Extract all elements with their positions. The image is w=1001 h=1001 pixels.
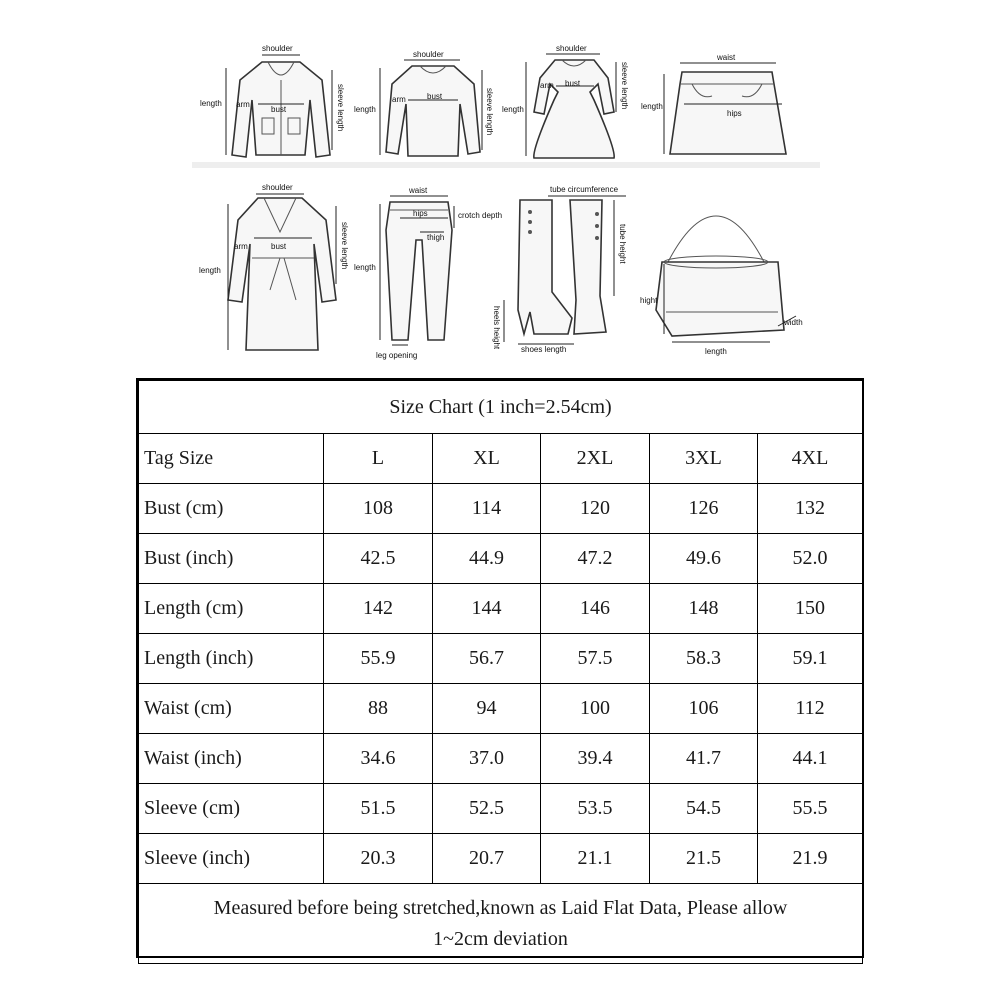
table-cell: 56.7 — [433, 634, 541, 684]
table-cell: 49.6 — [650, 534, 758, 584]
row-label: Bust (inch) — [139, 534, 324, 584]
bag-hight-label: hight — [640, 296, 658, 305]
jacket-sleeve-label: sleeve length — [336, 84, 345, 132]
table-cell: 108 — [324, 484, 433, 534]
footnote-line-2: 1~2cm deviation — [433, 927, 568, 950]
table-cell: 34.6 — [324, 734, 433, 784]
jacket-shoulder-label: shoulder — [262, 44, 293, 53]
table-cell: 51.5 — [324, 784, 433, 834]
dress-sleeve-label: sleeve length — [620, 62, 629, 110]
table-cell: 53.5 — [541, 784, 650, 834]
table-row — [139, 534, 863, 584]
table-cell: 39.4 — [541, 734, 650, 784]
table-cell: 52.5 — [433, 784, 541, 834]
sweater-arm-label: arm — [392, 95, 406, 104]
boots-diagram — [492, 185, 627, 354]
table-cell: 44.1 — [758, 734, 863, 784]
pants-leg-opening-label: leg opening — [376, 351, 418, 360]
size-header: 4XL — [758, 434, 863, 484]
size-chart-table — [138, 380, 863, 964]
sweater-length-label: length — [354, 105, 376, 114]
dress-diagram — [502, 44, 629, 158]
dress-shoulder-label: shoulder — [556, 44, 587, 53]
pants-waist-label: waist — [409, 186, 428, 195]
table-cell: 142 — [324, 584, 433, 634]
table-cell: 100 — [541, 684, 650, 734]
table-cell: 88 — [324, 684, 433, 734]
row-label: Sleeve (inch) — [139, 834, 324, 884]
table-cell: 21.9 — [758, 834, 863, 884]
size-header: L — [324, 434, 433, 484]
sweater-bust-label: bust — [427, 92, 443, 101]
table-row — [139, 584, 863, 634]
dress-length-label: length — [502, 105, 524, 114]
bag-width-label: width — [784, 318, 803, 327]
table-cell: 114 — [433, 484, 541, 534]
table-cell: 148 — [650, 584, 758, 634]
boots-shoes-length-label: shoes length — [521, 345, 567, 354]
sweater-shoulder-label: shoulder — [413, 50, 444, 59]
tag-size-header: Tag Size — [139, 434, 324, 484]
table-cell: 52.0 — [758, 534, 863, 584]
coat-diagram — [199, 183, 349, 350]
skirt-diagram — [641, 53, 786, 154]
table-cell: 47.2 — [541, 534, 650, 584]
size-header: 2XL — [541, 434, 650, 484]
table-row — [139, 684, 863, 734]
jacket-bust-label: bust — [271, 105, 287, 114]
coat-length-label: length — [199, 266, 221, 275]
size-header: XL — [433, 434, 541, 484]
table-row — [139, 784, 863, 834]
row-label: Sleeve (cm) — [139, 784, 324, 834]
coat-bust-label: bust — [271, 242, 287, 251]
table-cell: 120 — [541, 484, 650, 534]
pants-hips-label: hips — [413, 209, 428, 218]
boots-tube-circ-label: tube circumference — [550, 185, 619, 194]
dress-bust-label: bust — [565, 79, 581, 88]
table-cell: 132 — [758, 484, 863, 534]
garment-diagrams — [0, 0, 1001, 370]
footnote-line-1: Measured before being stretched,known as Laid Flat Data, Please allow — [213, 896, 788, 919]
skirt-length-label: length — [641, 102, 663, 111]
table-cell: 59.1 — [758, 634, 863, 684]
footnote — [139, 884, 863, 964]
table-cell: 57.5 — [541, 634, 650, 684]
coat-arm-label: arm — [234, 242, 248, 251]
pants-diagram — [354, 186, 502, 360]
skirt-waist-label: waist — [717, 53, 736, 62]
table-cell: 42.5 — [324, 534, 433, 584]
table-cell: 21.1 — [541, 834, 650, 884]
table-row — [139, 734, 863, 784]
table-cell: 55.9 — [324, 634, 433, 684]
table-cell: 94 — [433, 684, 541, 734]
table-cell: 126 — [650, 484, 758, 534]
table-cell: 112 — [758, 684, 863, 734]
sweater-diagram — [354, 50, 494, 156]
bag-length-label: length — [705, 347, 727, 356]
coat-shoulder-label: shoulder — [262, 183, 293, 192]
dress-arm-label: arm — [540, 81, 554, 90]
table-row — [139, 634, 863, 684]
measurement-illustrations — [0, 0, 1001, 370]
table-cell: 144 — [433, 584, 541, 634]
row-label: Waist (inch) — [139, 734, 324, 784]
table-cell: 21.5 — [650, 834, 758, 884]
table-row — [139, 834, 863, 884]
row-label: Length (inch) — [139, 634, 324, 684]
sweater-sleeve-label: sleeve length — [485, 88, 494, 136]
row-label: Bust (cm) — [139, 484, 324, 534]
boots-heels-label: heels height — [492, 306, 501, 350]
table-cell: 106 — [650, 684, 758, 734]
table-cell: 20.3 — [324, 834, 433, 884]
pants-thigh-label: thigh — [427, 233, 445, 242]
table-cell: 58.3 — [650, 634, 758, 684]
table-cell: 55.5 — [758, 784, 863, 834]
bag-diagram — [640, 216, 803, 356]
table-cell: 54.5 — [650, 784, 758, 834]
table-cell: 41.7 — [650, 734, 758, 784]
table-cell: 146 — [541, 584, 650, 634]
pants-length-label: length — [354, 263, 376, 272]
table-cell: 37.0 — [433, 734, 541, 784]
header-row — [139, 434, 863, 484]
pants-crotch-label: crotch depth — [458, 211, 503, 220]
jacket-diagram — [200, 44, 345, 157]
size-header: 3XL — [650, 434, 758, 484]
size-chart — [136, 378, 864, 958]
skirt-hips-label: hips — [727, 109, 742, 118]
jacket-arm-label: arm — [236, 100, 250, 109]
divider-band — [192, 162, 820, 168]
table-cell: 20.7 — [433, 834, 541, 884]
jacket-length-label: length — [200, 99, 222, 108]
table-cell: 150 — [758, 584, 863, 634]
table-row — [139, 484, 863, 534]
row-label: Length (cm) — [139, 584, 324, 634]
boots-tube-height-label: tube height — [618, 224, 627, 264]
chart-title: Size Chart (1 inch=2.54cm) — [139, 381, 863, 434]
row-label: Waist (cm) — [139, 684, 324, 734]
table-cell: 44.9 — [433, 534, 541, 584]
coat-sleeve-label: sleeve length — [340, 222, 349, 270]
